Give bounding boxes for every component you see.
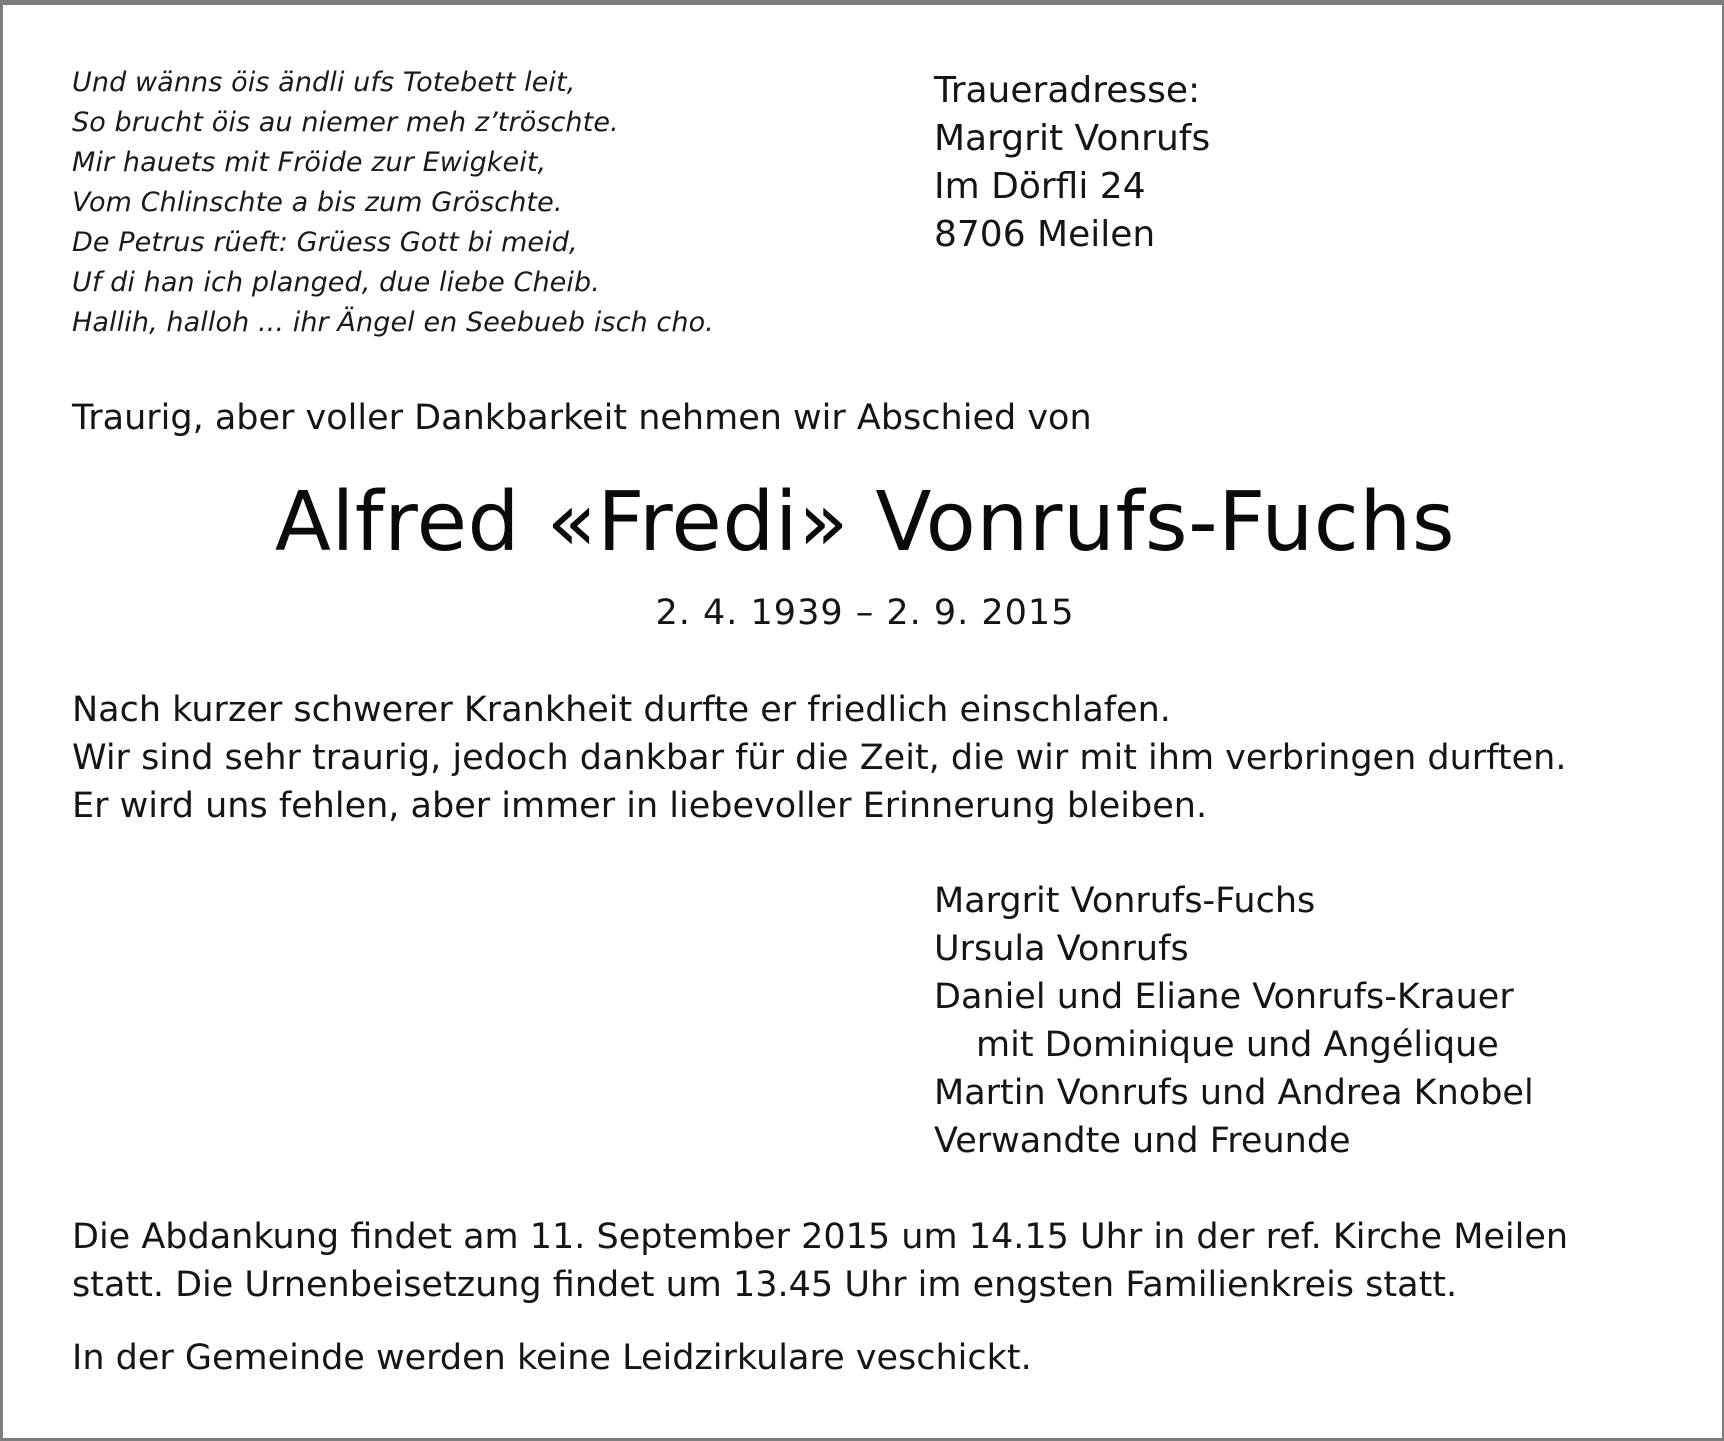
mourner-line: Verwandte und Freunde (934, 1121, 1351, 1161)
service-info (72, 1213, 1568, 1309)
circular-note: In der Gemeinde werden keine Leidzirkulare veschickt. (72, 1338, 1032, 1378)
poem-line: Vom Chlinschte a bis zum Gröschte. (72, 187, 563, 218)
mourner-line: mit Dominique und Angélique (976, 1025, 1499, 1065)
poem-line: So brucht öis au niemer meh z’tröschte. (72, 107, 619, 138)
farewell-message (72, 686, 1566, 830)
mourner-line: Daniel und Eliane Vonrufs-Krauer (934, 977, 1514, 1017)
address-name: Margrit Vonrufs (934, 118, 1211, 159)
poem-line: Uf di han ich planged, due liebe Cheib. (72, 267, 600, 298)
mourner-line: Martin Vonrufs und Andrea Knobel (934, 1073, 1534, 1113)
message-line: Er wird uns fehlen, aber immer in liebevoller Erinnerung bleiben. (72, 786, 1208, 826)
poem-line: Mir hauets mit Fröide zur Ewigkeit, (72, 147, 547, 178)
poem-line: De Petrus rüeft: Grüess Gott bi meid, (72, 227, 578, 258)
address-city: 8706 Meilen (934, 214, 1156, 255)
poem-line: Und wänns öis ändli ufs Totebett leit, (72, 67, 576, 98)
mourning-address (934, 67, 1210, 259)
message-line: Wir sind sehr traurig, jedoch dankbar für die Zeit, die wir mit ihm verbringen durften. (72, 738, 1567, 778)
poem-block (72, 63, 714, 343)
intro-text: Traurig, aber voller Dankbarkeit nehmen wir Abschied von (72, 398, 1092, 438)
message-line: Nach kurzer schwerer Krankheit durfte er friedlich einschlafen. (72, 690, 1171, 730)
address-street: Im Dörfli 24 (934, 166, 1146, 207)
address-heading: Traueradresse: (934, 70, 1201, 111)
life-dates: 2. 4. 1939 – 2. 9. 2015 (655, 593, 1075, 633)
service-line: statt. Die Urnenbeisetzung findet um 13.45 Uhr im engsten Familienkreis statt. (72, 1265, 1458, 1305)
poem-line: Hallih, halloh ... ihr Ängel en Seebueb isch cho. (72, 307, 714, 338)
mourner-line: Ursula Vonrufs (934, 929, 1189, 969)
service-line: Die Abdankung findet am 11. September 2015 um 14.15 Uhr in der ref. Kirche Meilen (72, 1217, 1569, 1257)
mourners-list (934, 877, 1534, 1165)
deceased-name: Alfred «Fredi» Vonrufs-Fuchs (274, 475, 1456, 570)
mourner-line: Margrit Vonrufs-Fuchs (934, 881, 1316, 921)
